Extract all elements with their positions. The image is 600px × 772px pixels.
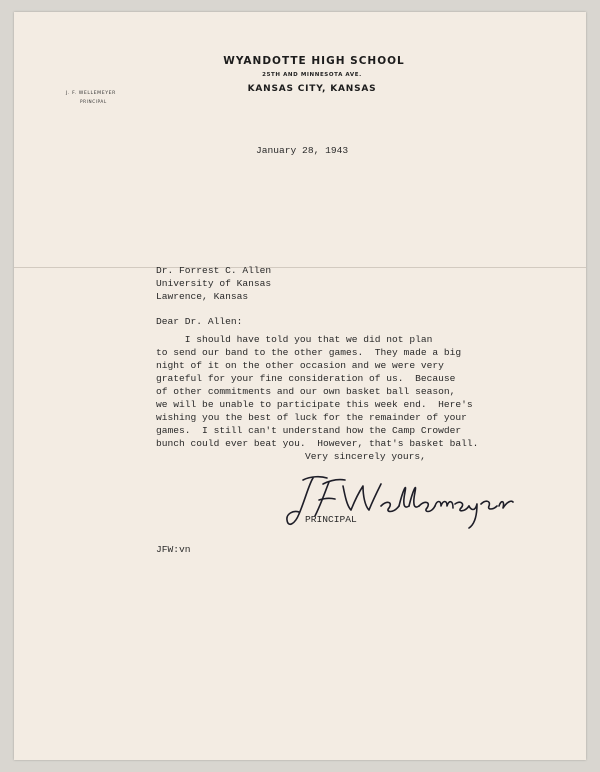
letterhead-address: 25TH AND MINNESOTA AVE.	[262, 72, 362, 78]
letterhead-principal-name: J. F. WELLEMEYER	[66, 91, 116, 96]
letter-date: January 28, 1943	[256, 145, 349, 156]
letterhead-city: KANSAS CITY, KANSAS	[247, 84, 377, 94]
body-line: games. I still can't understand how the Camp Crowder	[156, 425, 462, 436]
letterhead-principal-title: PRINCIPAL	[80, 99, 107, 104]
body-line: grateful for your fine consideration of us. Because	[156, 373, 456, 384]
recipient-organization: University of Kansas	[156, 278, 272, 289]
body-line: night of it on the other occasion and we were very	[156, 360, 444, 371]
salutation: Dear Dr. Allen:	[156, 316, 243, 327]
letterhead-school-name: WYANDOTTE HIGH SCHOOL	[223, 55, 405, 67]
fold-line	[14, 267, 586, 268]
recipient-location: Lawrence, Kansas	[156, 291, 249, 302]
recipient-name: Dr. Forrest C. Allen	[156, 265, 272, 276]
body-line: we will be unable to participate this week end. Here's	[156, 399, 473, 410]
body-line: wishing you the best of luck for the remainder of your	[156, 412, 467, 423]
body-line: bunch could ever beat you. However, that's basket ball.	[156, 438, 479, 449]
body-line: to send our band to the other games. They made a big	[156, 347, 462, 358]
signature-title: PRINCIPAL	[305, 514, 357, 525]
body-line: I should have told you that we did not plan	[156, 334, 433, 345]
closing: Very sincerely yours,	[305, 451, 426, 462]
body-line: of other commitments and our own basket ball season,	[156, 386, 456, 397]
reference-initials: JFW:vn	[156, 544, 191, 555]
